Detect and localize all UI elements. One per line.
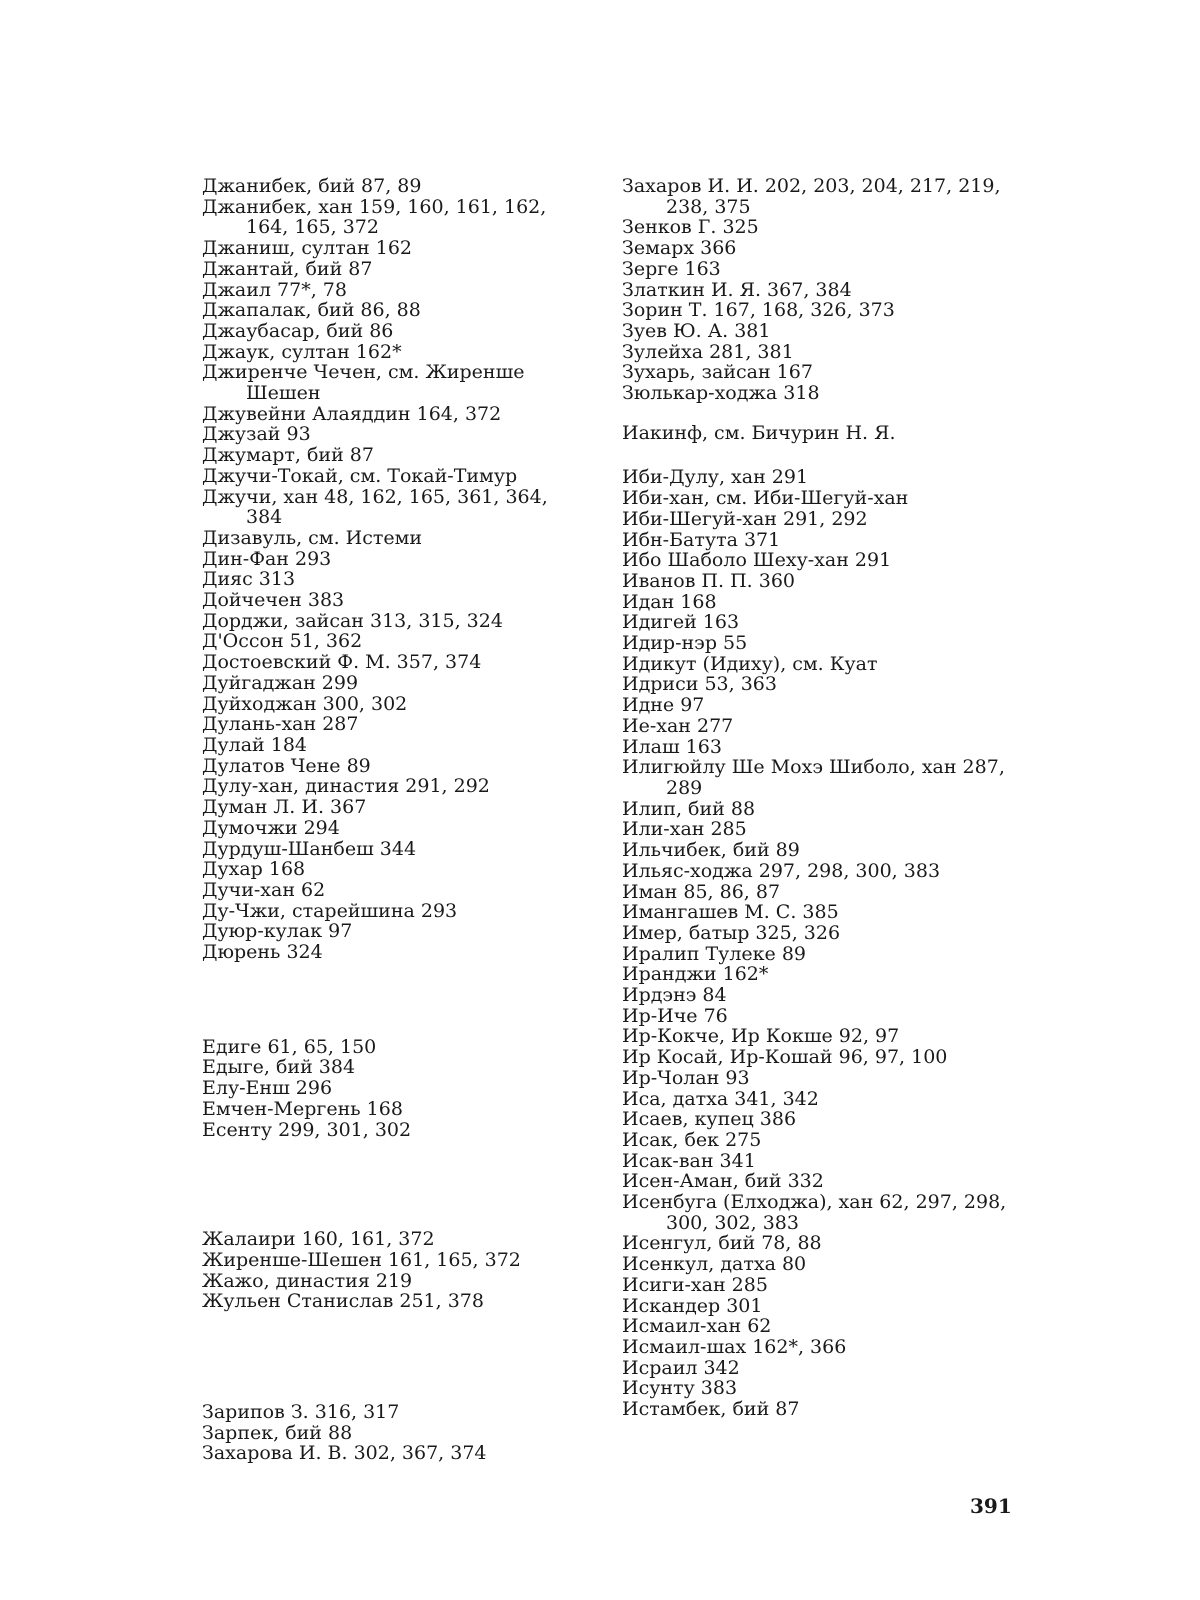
index-entry: Дурдуш-Шанбеш 344 bbox=[202, 837, 417, 860]
index-entry: Ильчибек, бий 89 bbox=[622, 839, 800, 862]
index-entry: Исиги-хан 285 bbox=[622, 1273, 768, 1296]
index-entry: Исаев, купец 386 bbox=[622, 1108, 797, 1131]
index-entry: Джиренче Чечен, см. Жиренше Шешен bbox=[202, 361, 525, 405]
index-entry: Джучи, хан 48, 162, 165, 361, 364, 384 bbox=[202, 485, 548, 529]
index-entry: Зарпек, бий 88 bbox=[202, 1421, 353, 1444]
index-entry: Дуйходжан 300, 302 bbox=[202, 692, 408, 715]
index-entry: Зуев Ю. А. 381 bbox=[622, 319, 771, 342]
index-entry: Идигей 163 bbox=[622, 611, 740, 634]
index-entry: Джаубасар, бий 86 bbox=[202, 319, 394, 342]
group-gap bbox=[202, 1312, 590, 1402]
index-entry: Иранджи 162* bbox=[622, 963, 769, 986]
index-entry: Идне 97 bbox=[622, 694, 705, 717]
index-entry: Елу-Енш 296 bbox=[202, 1077, 333, 1100]
index-entry: Идир-нэр 55 bbox=[622, 632, 748, 655]
group-gap bbox=[622, 404, 1010, 423]
index-group-i bbox=[622, 467, 1010, 1419]
index-entry: Думочжи 294 bbox=[202, 816, 340, 839]
index-entry: Дюрень 324 bbox=[202, 941, 323, 964]
index-entry: Истамбек, бий 87 bbox=[622, 1398, 800, 1421]
index-entry: Жульен Станислав 251, 378 bbox=[202, 1290, 484, 1313]
index-entry: Зерге 163 bbox=[622, 257, 721, 280]
index-entry: Джаниш, султан 162 bbox=[202, 237, 413, 260]
index-entry: Идикут (Идиху), см. Куат bbox=[622, 652, 878, 675]
index-entry: Исунту 383 bbox=[622, 1377, 738, 1400]
index-entry: Захаров И. И. 202, 203, 204, 217, 219, 238, 375 bbox=[622, 175, 1001, 218]
index-entry: Ду-Чжи, старейшина 293 bbox=[202, 899, 458, 922]
index-entry: Идан 168 bbox=[622, 590, 717, 613]
index-entry: Иса, датха 341, 342 bbox=[622, 1087, 819, 1110]
index-entry: Джантай, бий 87 bbox=[202, 257, 373, 280]
index-entry: Или-хан 285 bbox=[622, 818, 747, 841]
index-entry: Имер, батыр 325, 326 bbox=[622, 921, 841, 944]
index-entry: Иралип Тулеке 89 bbox=[622, 942, 806, 965]
index-entry: Джаил 77*, 78 bbox=[202, 278, 347, 301]
index-entry: Златкин И. Я. 367, 384 bbox=[622, 278, 852, 301]
index-group-e bbox=[202, 1037, 590, 1141]
index-entry: Иби-хан, см. Иби-Шегуй-хан bbox=[622, 487, 909, 510]
index-entry: Исенкул, датха 80 bbox=[622, 1253, 807, 1276]
index-entry: Захарова И. В. 302, 367, 374 bbox=[202, 1442, 487, 1465]
index-entry: Джувейни Алаяддин 164, 372 bbox=[202, 402, 502, 425]
index-entry: Исенбуга (Елходжа), хан 62, 297, 298, 300, 302, 383 bbox=[622, 1191, 1007, 1234]
index-entry: Дин-Фан 293 bbox=[202, 547, 332, 570]
index-entry: Иванов П. П. 360 bbox=[622, 569, 795, 592]
index-entry: Илаш 163 bbox=[622, 735, 722, 758]
index-entry: Жажо, династия 219 bbox=[202, 1269, 413, 1292]
index-entry: Ильяс-ходжа 297, 298, 300, 383 bbox=[622, 859, 941, 882]
index-entry: Илип, бий 88 bbox=[622, 797, 756, 820]
index-entry: Ирдэнэ 84 bbox=[622, 984, 727, 1007]
group-gap bbox=[622, 443, 1010, 467]
index-entry: Исак, бек 275 bbox=[622, 1128, 762, 1151]
index-entry: Духар 168 bbox=[202, 858, 306, 881]
index-entry: Ир-Иче 76 bbox=[622, 1004, 728, 1027]
index-entry: Иби-Шегуй-хан 291, 292 bbox=[622, 507, 868, 530]
index-entry: Исен-Аман, бий 332 bbox=[622, 1170, 824, 1193]
index-entry: Емчен-Мергень 168 bbox=[202, 1097, 403, 1120]
index-entry: Исак-ван 341 bbox=[622, 1149, 756, 1172]
index-entry: Иби-Дулу, хан 291 bbox=[622, 466, 809, 489]
index-entry: Джанибек, хан 159, 160, 161, 162, 164, 165, 372 bbox=[202, 195, 547, 239]
index-entry: Джузай 93 bbox=[202, 423, 311, 446]
index-entry: Джучи-Токай, см. Токай-Тимур bbox=[202, 464, 518, 487]
index-entry: Земарх 366 bbox=[622, 237, 737, 260]
index-entry: Илигюйлу Ше Мохэ Шиболо, хан 287, 289 bbox=[622, 756, 1005, 799]
index-entry: Достоевский Ф. М. 357, 374 bbox=[202, 651, 482, 674]
index-entry: Ие-хан 277 bbox=[622, 714, 734, 737]
index-entry: Ир-Чолан 93 bbox=[622, 1066, 750, 1089]
index-entry: Дулатов Чене 89 bbox=[202, 754, 371, 777]
index-entry: Дойчечен 383 bbox=[202, 589, 345, 612]
index-entry: Д'Оссон 51, 362 bbox=[202, 630, 363, 653]
group-gap bbox=[202, 1140, 590, 1229]
index-group-i-short bbox=[622, 423, 1010, 444]
index-entry: Зухарь, зайсан 167 bbox=[622, 361, 813, 384]
page-number: 391 bbox=[970, 1494, 1012, 1518]
index-entry: Дияс 313 bbox=[202, 568, 296, 591]
index-entry: Дучи-хан 62 bbox=[202, 878, 326, 901]
index-entry: Джумарт, бий 87 bbox=[202, 444, 374, 467]
index-entry: Дизавуль, см. Истеми bbox=[202, 526, 423, 549]
index-entry: Исраил 342 bbox=[622, 1356, 740, 1379]
group-gap bbox=[202, 963, 590, 1037]
index-entry: Дуйгаджан 299 bbox=[202, 671, 359, 694]
index-entry: Думан Л. И. 367 bbox=[202, 796, 367, 819]
index-entry: Зулейха 281, 381 bbox=[622, 340, 794, 363]
index-column-left bbox=[202, 176, 590, 1464]
index-entry: Ир-Кокче, Ир Кокше 92, 97 bbox=[622, 1025, 900, 1048]
index-entry: Ибо Шаболо Шеху-хан 291 bbox=[622, 549, 892, 572]
index-entry: Исмаил-хан 62 bbox=[622, 1315, 772, 1338]
index-entry: Исенгул, бий 78, 88 bbox=[622, 1232, 822, 1255]
index-entry: Дулань-хан 287 bbox=[202, 713, 359, 736]
index-column-right bbox=[622, 176, 1010, 1420]
index-entry: Есенту 299, 301, 302 bbox=[202, 1118, 412, 1141]
index-group-d bbox=[202, 176, 590, 963]
index-entry: Иман 85, 86, 87 bbox=[622, 880, 781, 903]
index-entry: Исмаил-шах 162*, 366 bbox=[622, 1335, 847, 1358]
index-entry: Дулу-хан, династия 291, 292 bbox=[202, 775, 490, 798]
index-entry: Зарипов З. 316, 317 bbox=[202, 1401, 400, 1424]
index-entry: Ир Косай, Ир-Кошай 96, 97, 100 bbox=[622, 1046, 948, 1069]
index-entry: Жиренше-Шешен 161, 165, 372 bbox=[202, 1248, 521, 1271]
index-entry: Зенков Г. 325 bbox=[622, 216, 759, 239]
index-entry: Дуюр-кулак 97 bbox=[202, 920, 353, 943]
index-entry: Джанибек, бий 87, 89 bbox=[202, 175, 422, 197]
index-entry: Джапалак, бий 86, 88 bbox=[202, 299, 421, 322]
index-entry: Джаук, султан 162* bbox=[202, 340, 402, 363]
index-entry: Жалаири 160, 161, 372 bbox=[202, 1228, 435, 1251]
index-entry: Зорин Т. 167, 168, 326, 373 bbox=[622, 299, 895, 322]
index-group-z bbox=[202, 1402, 590, 1464]
index-entry: Едиге 61, 65, 150 bbox=[202, 1035, 377, 1058]
index-entry: Имангашев М. С. 385 bbox=[622, 901, 839, 924]
index-group-zh bbox=[202, 1229, 590, 1312]
index-entry: Искандер 301 bbox=[622, 1294, 763, 1317]
index-entry: Зюлькар-ходжа 318 bbox=[622, 382, 820, 405]
index-entry: Идриси 53, 363 bbox=[622, 673, 777, 696]
index-entry: Иакинф, см. Бичурин Н. Я. bbox=[622, 421, 896, 444]
index-group-z-cont bbox=[622, 176, 1010, 404]
index-entry: Дорджи, зайсан 313, 315, 324 bbox=[202, 609, 503, 632]
index-entry: Дулай 184 bbox=[202, 733, 307, 756]
index-entry: Ибн-Батута 371 bbox=[622, 528, 781, 551]
index-entry: Едыге, бий 384 bbox=[202, 1056, 356, 1079]
